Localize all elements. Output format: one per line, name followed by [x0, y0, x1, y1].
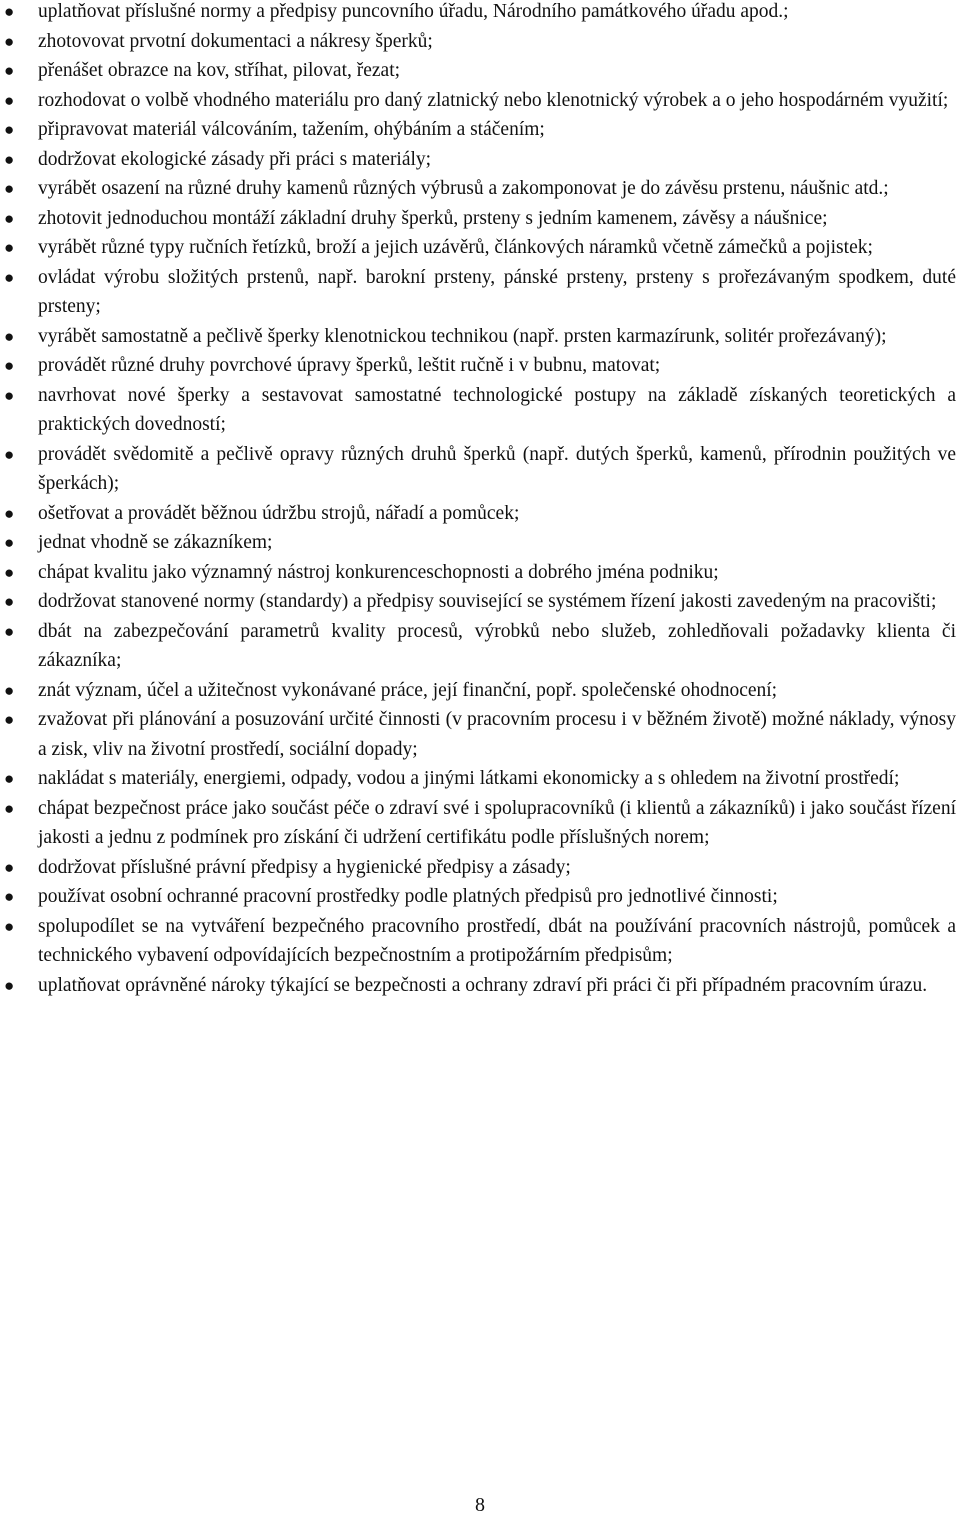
bullet-icon: ●: [4, 710, 15, 729]
bullet-icon: ●: [4, 798, 15, 818]
bullet-icon: ●: [4, 975, 15, 995]
list-item: [0, 115, 960, 145]
bullet-icon: ●: [4, 503, 15, 523]
bullet-icon: ●: [4, 2, 15, 21]
list-item: [0, 351, 960, 381]
list-item-text: dodržovat ekologické zásady při práci s materiály;: [38, 148, 432, 170]
list-item-text: chápat bezpečnost práce jako součást péče o zdraví své i spolupracovníků (i klientů a zákazníků) i jako součást řízení jakosti a jednu z podmínek pro získání či udržení certifikátu podle příslušných norem;: [38, 797, 956, 848]
bullet-icon: ●: [4, 208, 15, 228]
list-item: [0, 322, 960, 352]
bullet-icon: ●: [4, 31, 15, 51]
list-item: [0, 0, 960, 27]
list-item-text: dodržovat příslušné právní předpisy a hygienické předpisy a zásady;: [38, 856, 571, 878]
list-item: [0, 263, 960, 322]
list-item: [0, 971, 960, 1001]
list-item-text: přenášet obrazce na kov, stříhat, pilovat, řezat;: [38, 60, 401, 81]
list-item-text: ovládat výrobu složitých prstenů, např. barokní prsteny, pánské prsteny, prsteny s prořezávaným spodkem, duté prsteny;: [38, 266, 956, 317]
bullet-icon: ●: [4, 769, 15, 788]
list-item-text: vyrábět různé typy ručních řetízků, broží a jejich uzávěrů, článkových náramků včetně zámečků a pojistek;: [38, 237, 873, 258]
list-item-text: chápat kvalitu jako významný nástroj konkurenceschopnosti a dobrého jména podniku;: [38, 561, 719, 583]
bullet-icon: ●: [4, 267, 15, 287]
list-item: [0, 56, 960, 86]
list-item: [0, 794, 960, 853]
bullet-icon: ●: [4, 385, 15, 405]
bullet-icon: ●: [4, 857, 15, 877]
bullet-icon: ●: [4, 887, 15, 906]
list-item: [0, 882, 960, 912]
list-item-text: uplatňovat oprávněné nároky týkající se bezpečnosti a ochrany zdraví při práci či při případném pracovním úrazu.: [38, 974, 928, 996]
bullet-icon: ●: [4, 444, 15, 464]
list-item: [0, 499, 960, 529]
list-item-text: vyrábět osazení na různé druhy kamenů různých výbrusů a zakomponovat je do závěsu prstenu, náušnic atd.;: [38, 178, 889, 199]
list-item: [0, 764, 960, 794]
list-item-text: používat osobní ochranné pracovní prostředky podle platných předpisů pro jednotlivé činnosti;: [38, 886, 778, 907]
list-item-text: nakládat s materiály, energiemi, odpady, vodou a jinými látkami ekonomicky a s ohledem na životní prostředí;: [38, 768, 900, 789]
list-item-text: vyrábět samostatně a pečlivě šperky klenotnickou technikou (např. prsten karmazírunk, solitér prořezávaný);: [38, 325, 887, 347]
list-item-text: zhotovit jednoduchou montáží základní druhy šperků, prsteny s jedním kamenem, závěsy a náušnice;: [38, 207, 828, 229]
bullet-icon: ●: [4, 356, 15, 375]
bullet-icon: ●: [4, 592, 15, 611]
bullet-icon: ●: [4, 562, 15, 582]
list-item: [0, 381, 960, 440]
list-item: [0, 145, 960, 175]
list-item-text: navrhovat nové šperky a sestavovat samostatné technologické postupy na základě získaných teoretických a praktických dovedností;: [38, 384, 956, 435]
list-item: [0, 853, 960, 883]
list-item: [0, 233, 960, 263]
list-item: [0, 587, 960, 617]
list-item: [0, 558, 960, 588]
bullet-icon: ●: [4, 680, 15, 700]
list-item-text: uplatňovat příslušné normy a předpisy puncovního úřadu, Národního památkového úřadu apod.;: [38, 1, 789, 22]
list-item: [0, 705, 960, 764]
list-item-text: dodržovat stanovené normy (standardy) a předpisy související se systémem řízení jakosti zavedeným na pracovišti;: [38, 591, 937, 612]
bullet-icon: ●: [4, 90, 15, 110]
list-item: [0, 676, 960, 706]
bullet-icon: ●: [4, 621, 15, 641]
bullet-icon: ●: [4, 916, 15, 936]
bullet-icon: ●: [4, 533, 15, 552]
list-item-text: provádět svědomitě a pečlivě opravy různých druhů šperků (např. dutých šperků, kamenů, přírodnin použitých ve šperkách);: [38, 443, 956, 494]
bullet-icon: ●: [4, 61, 15, 80]
list-item-text: zhotovovat prvotní dokumentaci a nákresy šperků;: [38, 30, 433, 52]
bullet-icon: ●: [4, 326, 15, 346]
list-item: [0, 86, 960, 116]
list-item-text: dbát na zabezpečování parametrů kvality procesů, výrobků nebo služeb, zohledňovali požadavky klienta či zákazníka;: [38, 620, 956, 671]
list-item: [0, 204, 960, 234]
list-item-text: zvažovat při plánování a posuzování určité činnosti (v pracovním procesu i v běžném životě) možné náklady, výnosy a zisk, vliv na životní prostředí, sociální dopady;: [38, 709, 956, 760]
list-item: [0, 528, 960, 558]
page-number: 8: [475, 1494, 485, 1516]
bullet-icon: ●: [4, 179, 15, 198]
list-item-text: rozhodovat o volbě vhodného materiálu pro daný zlatnický nebo klenotnický výrobek a o jeho hospodárném využití;: [38, 89, 949, 111]
list-item-text: znát význam, účel a užitečnost vykonávané práce, její finanční, popř. společenské ohodnocení;: [38, 679, 778, 701]
list-item-text: spolupodílet se na vytváření bezpečného pracovního prostředí, dbát na používání pracovních nástrojů, pomůcek a technického vybavení odpovídajících bezpečnostním a protipožárním předpisům;: [38, 915, 956, 966]
bullet-icon: ●: [4, 149, 15, 169]
bullet-icon: ●: [4, 238, 15, 257]
list-item-text: jednat vhodně se zákazníkem;: [38, 532, 273, 553]
list-item: [0, 912, 960, 971]
list-item: [0, 440, 960, 499]
list-item-text: ošetřovat a provádět běžnou údržbu strojů, nářadí a pomůcek;: [38, 502, 520, 524]
list-item: [0, 27, 960, 57]
list-item-text: připravovat materiál válcováním, tažením, ohýbáním a stáčením;: [38, 119, 545, 140]
list-item-text: provádět různé druhy povrchové úpravy šperků, leštit ručně i v bubnu, matovat;: [38, 355, 661, 376]
list-item: [0, 174, 960, 204]
bullet-icon: ●: [4, 120, 15, 139]
list-item: [0, 617, 960, 676]
